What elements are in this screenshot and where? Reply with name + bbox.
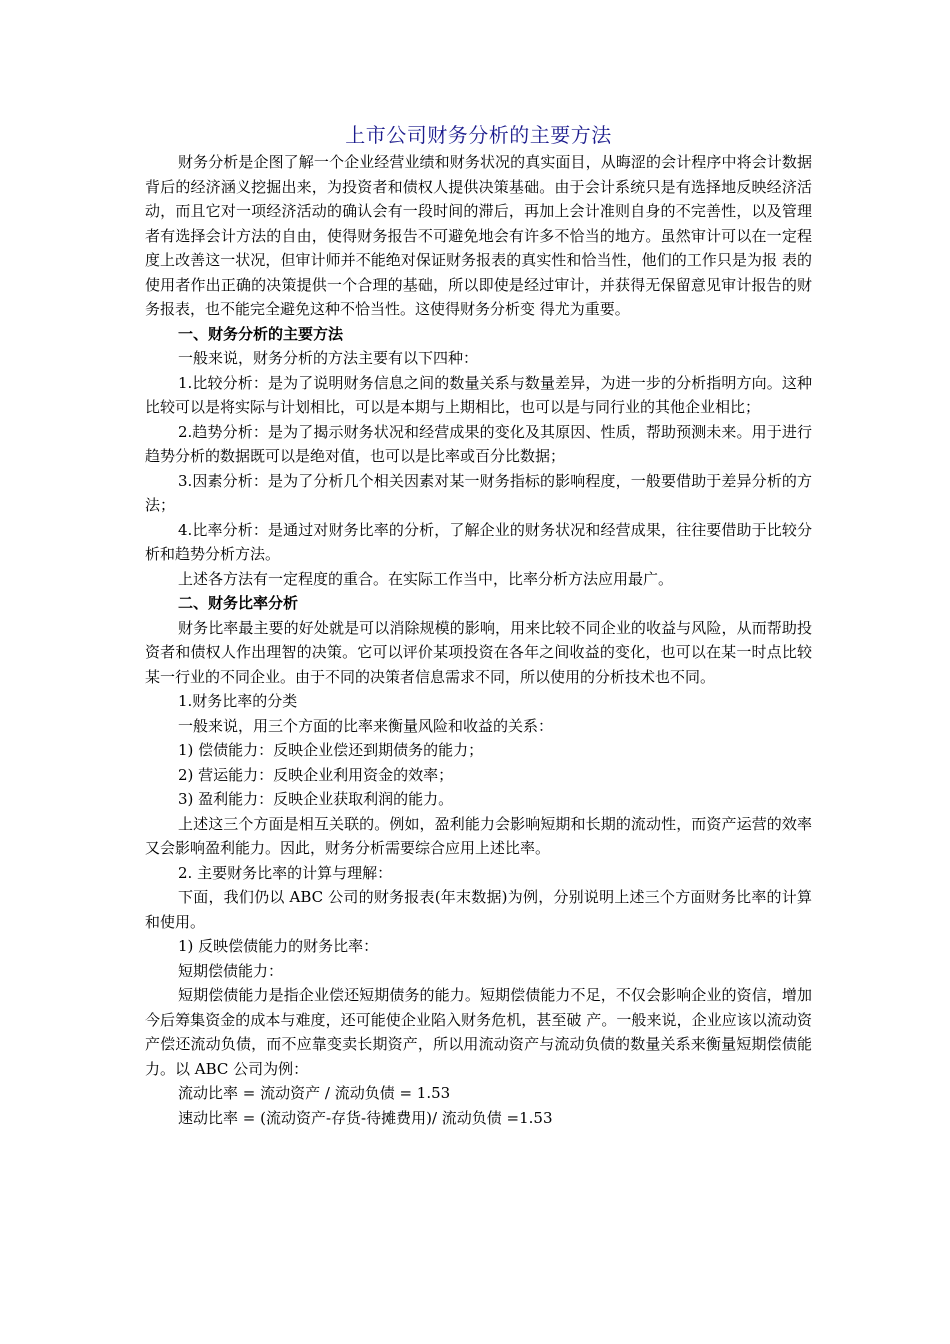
paragraph: 2.趋势分析：是为了揭示财务状况和经营成果的变化及其原因、性质，帮助预测未来。用于进行趋势分析的数据既可以是绝对值，也可以是比率或百分比数据； (145, 422, 812, 465)
formula-current-ratio: 流动比率 = 流动资产 / 流动负债 = 1.53 (178, 1084, 451, 1102)
list-item: 2) 营运能力：反映企业利用资金的效率； (178, 765, 454, 784)
section-heading-ratio-analysis: 二、财务比率分析 (178, 594, 299, 612)
paragraph: 短期偿债能力： (178, 961, 284, 980)
paragraph: 短期偿债能力是指企业偿还短期债务的能力。短期偿债能力不足，不仅会影响企业的资信，增加今后筹集资金的成本与难度，还可能使企业陷入财务危机，甚至破 产。一般来说，企业应该以流动资产偿还流动负债，而不应靠变卖长期资产，所以用流动资产与流动负债的数量关系来衡量短期偿债能力。以 ABC 公司为例： (145, 986, 812, 1078)
section-heading-methods: 一、财务分析的主要方法 (178, 324, 344, 343)
paragraph: 一般来说，用三个方面的比率来衡量风险和收益的关系： (178, 716, 554, 735)
intro-paragraph: 财务分析是企图了解一个企业经营业绩和财务状况的真实面目，从晦涩的会计程序中将会计数据背后的经济涵义挖掘出来，为投资者和债权人提供决策基础。由于会计系统只是有选择地反映经济活动，而且它对一项经济活动的确认会有一段时间的滞后，再加上会计准则自身的不完善性，以及管理者有选择会计方法的自由，使得财务报告不可避免地会有许多不恰当的地方。虽然审计可以在一定程度上改善这一状况，但审计师并不能绝对保证财务报表的真实性和恰当性，他们的工作只是为报 表的使用者作出正确的决策提供一个合理的基础，所以即使是经过审计，并获得无保留意见审计报告的财务报表，也不能完全避免这种不恰当性。这使得财务分析变 得尤为重要。 (145, 153, 812, 318)
paragraph: 1.财务比率的分类 (178, 692, 298, 710)
paragraph: 上述这三个方面是相互关联的。例如，盈利能力会影响短期和长期的流动性，而资产运营的效率又会影响盈利能力。因此，财务分析需要综合应用上述比率。 (145, 814, 812, 857)
paragraph: 1.比较分析：是为了说明财务信息之间的数量关系与数量差异，为进一步的分析指明方向。这种比较可以是将实际与计划相比，可以是本期与上期相比，也可以是与同行业的其他企业相比； (145, 373, 812, 416)
paragraph: 3.因素分析：是为了分析几个相关因素对某一财务指标的影响程度，一般要借助于差异分析的方法； (145, 471, 812, 514)
formula-quick-ratio: 速动比率 = (流动资产-存货-待摊费用)/ 流动负债 =1.53 (178, 1108, 553, 1127)
list-item: 1) 偿债能力：反映企业偿还到期债务的能力； (178, 741, 484, 759)
document-title: 上市公司财务分析的主要方法 (345, 123, 612, 147)
paragraph: 1) 反映偿债能力的财务比率： (178, 937, 379, 955)
document-page (145, 120, 812, 1130)
paragraph: 2. 主要财务比率的计算与理解： (178, 863, 393, 882)
list-item: 3) 盈利能力：反映企业获取利润的能力。 (178, 790, 454, 808)
paragraph: 上述各方法有一定程度的重合。在实际工作当中，比率分析方法应用最广。 (178, 569, 674, 588)
paragraph: 一般来说，财务分析的方法主要有以下四种： (178, 349, 479, 367)
paragraph: 财务比率最主要的好处就是可以消除规模的影响，用来比较不同企业的收益与风险，从而帮助投资者和债权人作出理智的决策。它可以评价某项投资在各年之间收益的变化，也可以在某一时点比较某一行业的不同企业。由于不同的决策者信息需求不同，所以使用的分析技术也不同。 (145, 618, 812, 686)
paragraph: 下面，我们仍以 ABC 公司的财务报表(年末数据)为例，分别说明上述三个方面财务比率的计算和使用。 (145, 888, 812, 931)
paragraph: 4.比率分析：是通过对财务比率的分析，了解企业的财务状况和经营成果，往往要借助于比较分析和趋势分析方法。 (145, 520, 812, 563)
